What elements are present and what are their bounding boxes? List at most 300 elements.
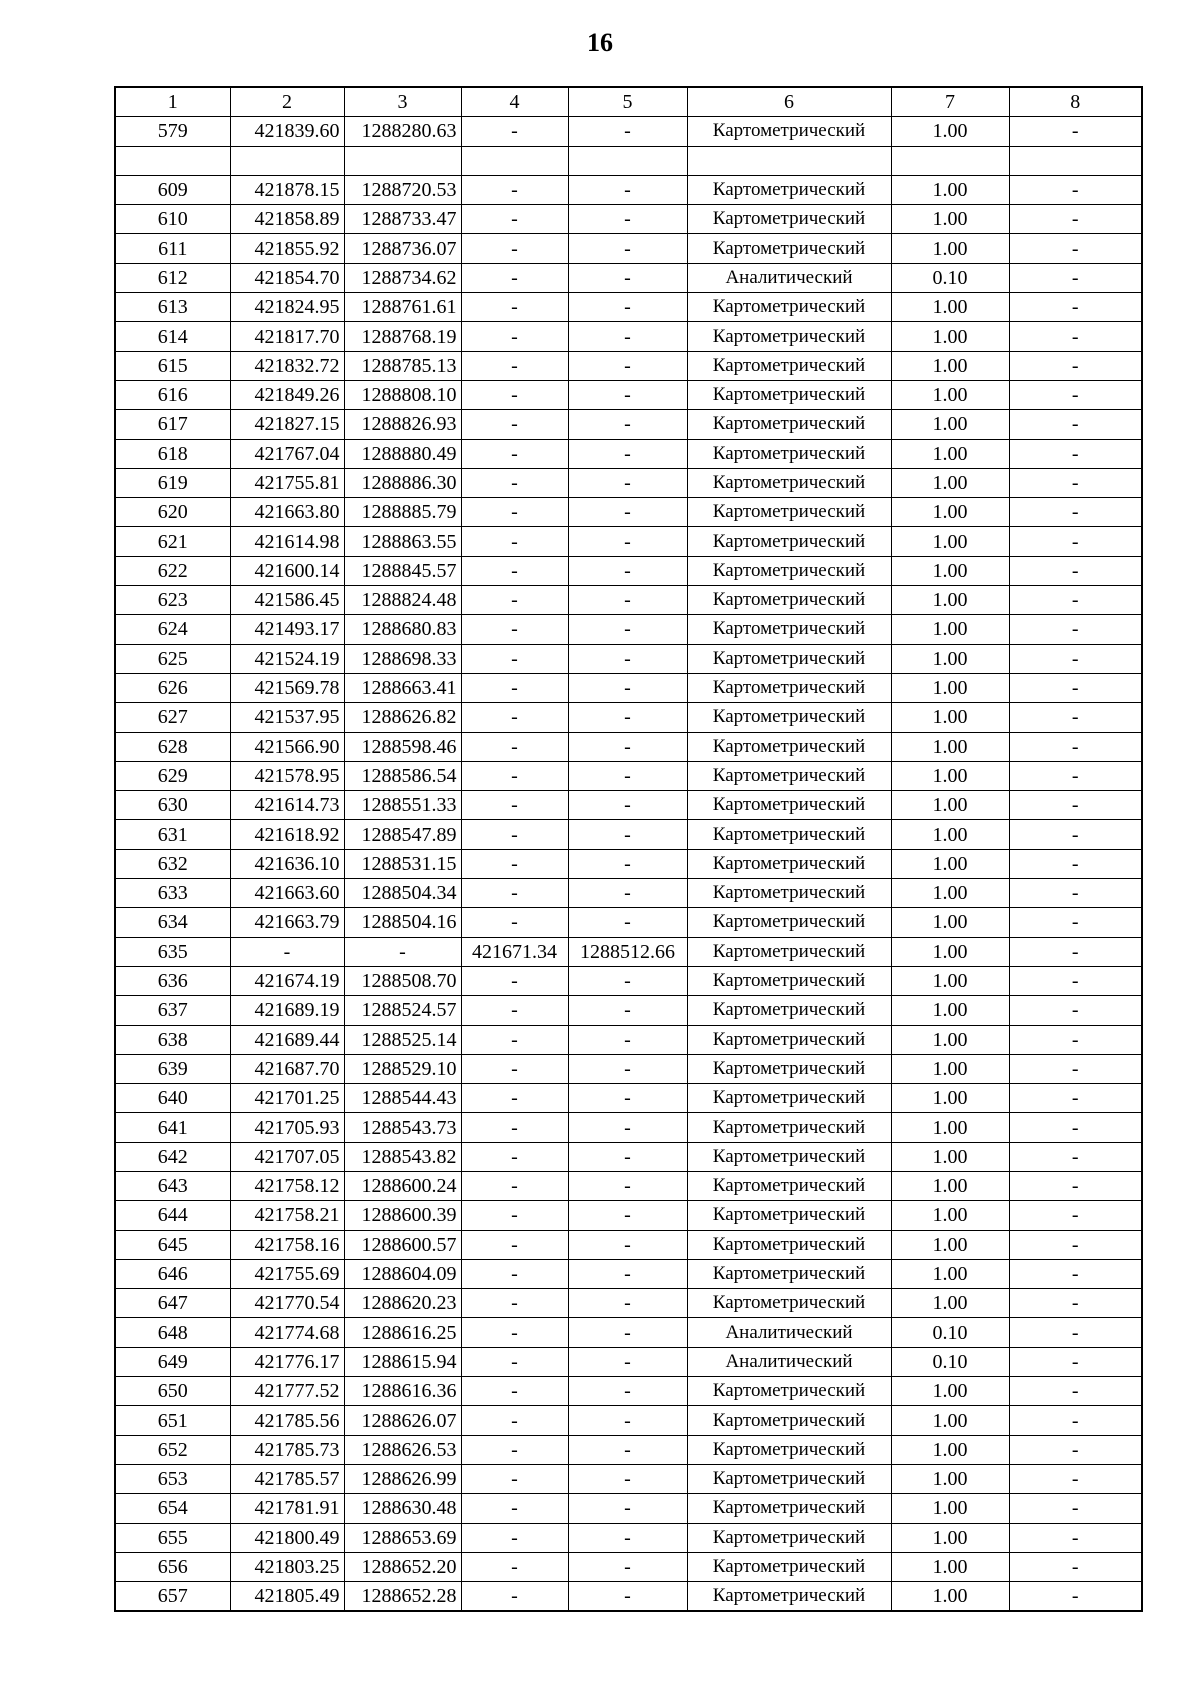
table-cell: Картометрический <box>687 996 891 1025</box>
table-cell: - <box>568 1113 687 1142</box>
table-row <box>115 146 1142 175</box>
table-cell: - <box>1009 791 1142 820</box>
table-row <box>115 1347 1142 1376</box>
table-cell: 635 <box>115 937 230 966</box>
table-cell: Картометрический <box>687 293 891 322</box>
table-cell: - <box>1009 732 1142 761</box>
table-cell: 1.00 <box>891 468 1009 497</box>
table-cell: - <box>568 205 687 234</box>
table-cell: 656 <box>115 1552 230 1581</box>
table-row <box>115 1084 1142 1113</box>
table-cell: Картометрический <box>687 586 891 615</box>
table-cell: - <box>568 996 687 1025</box>
table-cell <box>687 146 891 175</box>
table-cell: 421824.95 <box>230 293 344 322</box>
table-cell: Картометрический <box>687 966 891 995</box>
table-cell: 631 <box>115 820 230 849</box>
table-cell: 421566.90 <box>230 732 344 761</box>
table-cell: - <box>230 937 344 966</box>
table-cell: - <box>461 410 568 439</box>
table-cell: 633 <box>115 879 230 908</box>
table-cell: 421689.44 <box>230 1025 344 1054</box>
table-cell: - <box>461 293 568 322</box>
table-cell: 1288630.48 <box>344 1494 461 1523</box>
page-number: 16 <box>587 28 613 57</box>
table-cell: - <box>461 1289 568 1318</box>
table-cell: - <box>568 234 687 263</box>
table-cell: Картометрический <box>687 1582 891 1612</box>
table-cell: Картометрический <box>687 644 891 673</box>
table-cell: - <box>568 556 687 585</box>
table-cell: - <box>1009 1289 1142 1318</box>
table-row <box>115 527 1142 556</box>
table-cell: - <box>461 791 568 820</box>
table-cell: - <box>568 1259 687 1288</box>
table-cell: 1.00 <box>891 1171 1009 1200</box>
table-cell: 1.00 <box>891 615 1009 644</box>
table-cell: 654 <box>115 1494 230 1523</box>
table-cell: 1.00 <box>891 1523 1009 1552</box>
table-cell: Картометрический <box>687 410 891 439</box>
table-cell: - <box>568 1377 687 1406</box>
table-cell: 612 <box>115 263 230 292</box>
table-cell: - <box>1009 1259 1142 1288</box>
table-row <box>115 1552 1142 1581</box>
table-cell: 1288504.16 <box>344 908 461 937</box>
table-cell: 1288616.36 <box>344 1377 461 1406</box>
table-cell: Картометрический <box>687 1084 891 1113</box>
table-cell: - <box>461 615 568 644</box>
table-cell: - <box>1009 1113 1142 1142</box>
table-row <box>115 556 1142 585</box>
table-cell: 1.00 <box>891 761 1009 790</box>
table-row <box>115 1582 1142 1612</box>
table-cell: - <box>461 761 568 790</box>
table-cell: - <box>461 1142 568 1171</box>
table-row <box>115 117 1142 146</box>
table-cell: 1.00 <box>891 849 1009 878</box>
table-cell: 421493.17 <box>230 615 344 644</box>
table-cell: 421839.60 <box>230 117 344 146</box>
table-cell: 421758.16 <box>230 1230 344 1259</box>
table-cell: 1.00 <box>891 322 1009 351</box>
table-cell: 1.00 <box>891 937 1009 966</box>
table-row <box>115 761 1142 790</box>
table-cell: 1.00 <box>891 498 1009 527</box>
table-cell: 421614.73 <box>230 791 344 820</box>
table-cell: 1288598.46 <box>344 732 461 761</box>
table-row <box>115 703 1142 732</box>
table-cell: 649 <box>115 1347 230 1376</box>
table-cell: 0.10 <box>891 263 1009 292</box>
table-cell: 421785.57 <box>230 1464 344 1493</box>
table-cell: 421618.92 <box>230 820 344 849</box>
table-row <box>115 1113 1142 1142</box>
table-cell: - <box>568 439 687 468</box>
table-cell: 421614.98 <box>230 527 344 556</box>
table-cell: Картометрический <box>687 1201 891 1230</box>
table-cell: 421636.10 <box>230 849 344 878</box>
table-cell: 1288531.15 <box>344 849 461 878</box>
table-cell: Картометрический <box>687 1230 891 1259</box>
table-cell: - <box>1009 908 1142 937</box>
table-cell: 1.00 <box>891 820 1009 849</box>
table-cell: - <box>568 1230 687 1259</box>
table-cell: 1288551.33 <box>344 791 461 820</box>
table-cell: 645 <box>115 1230 230 1259</box>
table-cell: 1288543.73 <box>344 1113 461 1142</box>
table-cell: - <box>568 586 687 615</box>
table-cell: - <box>461 966 568 995</box>
table-header-row <box>115 87 1142 117</box>
table-cell: 421800.49 <box>230 1523 344 1552</box>
table-cell: 1288615.94 <box>344 1347 461 1376</box>
table-cell: 638 <box>115 1025 230 1054</box>
table-cell: 1288698.33 <box>344 644 461 673</box>
table-cell: - <box>1009 996 1142 1025</box>
table-cell: - <box>461 1230 568 1259</box>
table-cell: 421755.81 <box>230 468 344 497</box>
column-header: 7 <box>891 87 1009 117</box>
table-cell: 421785.73 <box>230 1435 344 1464</box>
table-cell: 1.00 <box>891 703 1009 732</box>
table-cell: - <box>568 791 687 820</box>
column-header: 6 <box>687 87 891 117</box>
table-cell: Картометрический <box>687 351 891 380</box>
table-cell <box>568 146 687 175</box>
table-cell: 627 <box>115 703 230 732</box>
table-cell: - <box>1009 1552 1142 1581</box>
table-cell: Картометрический <box>687 879 891 908</box>
table-cell: - <box>461 322 568 351</box>
table-cell: - <box>461 1582 568 1612</box>
table-cell: Аналитический <box>687 1347 891 1376</box>
table-cell: 1288761.61 <box>344 293 461 322</box>
table-cell: 1288529.10 <box>344 1054 461 1083</box>
table-cell: - <box>1009 1464 1142 1493</box>
table-cell: 1.00 <box>891 1259 1009 1288</box>
table-cell: - <box>1009 1025 1142 1054</box>
table-cell: 421524.19 <box>230 644 344 673</box>
table-cell: - <box>568 117 687 146</box>
table-row <box>115 175 1142 204</box>
table-row <box>115 996 1142 1025</box>
table-cell: 614 <box>115 322 230 351</box>
table-cell: - <box>1009 1230 1142 1259</box>
table-cell: - <box>1009 1523 1142 1552</box>
table-cell: 421663.79 <box>230 908 344 937</box>
table-cell: 641 <box>115 1113 230 1142</box>
table-cell: - <box>1009 1494 1142 1523</box>
table-cell: 637 <box>115 996 230 1025</box>
table-cell: - <box>1009 293 1142 322</box>
table-cell: 1.00 <box>891 644 1009 673</box>
table-cell: 421705.93 <box>230 1113 344 1142</box>
table-cell: 421600.14 <box>230 556 344 585</box>
table-cell: 613 <box>115 293 230 322</box>
table-cell: 421689.19 <box>230 996 344 1025</box>
table-cell: - <box>568 1406 687 1435</box>
table-cell: Картометрический <box>687 849 891 878</box>
table-cell: 1.00 <box>891 732 1009 761</box>
table-cell: - <box>1009 410 1142 439</box>
table-row <box>115 1025 1142 1054</box>
table-cell: 1.00 <box>891 1377 1009 1406</box>
table-cell: - <box>568 1347 687 1376</box>
table-cell: 629 <box>115 761 230 790</box>
table-row <box>115 234 1142 263</box>
table-cell: 648 <box>115 1318 230 1347</box>
table-cell: 1288586.54 <box>344 761 461 790</box>
table-cell: - <box>568 1201 687 1230</box>
table-cell: 421674.19 <box>230 966 344 995</box>
table-cell: 620 <box>115 498 230 527</box>
table-cell: 1.00 <box>891 175 1009 204</box>
table-cell: 1288504.34 <box>344 879 461 908</box>
table-cell: - <box>568 1464 687 1493</box>
table-cell: - <box>568 761 687 790</box>
table-cell: 421755.69 <box>230 1259 344 1288</box>
table-cell: - <box>1009 205 1142 234</box>
table-cell: - <box>568 1289 687 1318</box>
table-cell: 1.00 <box>891 527 1009 556</box>
table-cell: 1288616.25 <box>344 1318 461 1347</box>
table-cell: - <box>461 703 568 732</box>
table-cell: 1.00 <box>891 1494 1009 1523</box>
table-cell: Картометрический <box>687 1142 891 1171</box>
table-cell: 421785.56 <box>230 1406 344 1435</box>
table-cell <box>230 146 344 175</box>
table-cell: 642 <box>115 1142 230 1171</box>
table-cell: 1288736.07 <box>344 234 461 263</box>
table-cell: Картометрический <box>687 761 891 790</box>
table-row <box>115 1494 1142 1523</box>
table-row <box>115 322 1142 351</box>
table-row <box>115 644 1142 673</box>
table-cell: - <box>568 820 687 849</box>
table-cell: - <box>1009 1201 1142 1230</box>
table-cell: - <box>1009 1318 1142 1347</box>
table-cell: 1.00 <box>891 1435 1009 1464</box>
table-cell: - <box>461 908 568 937</box>
table-cell: - <box>461 586 568 615</box>
table-cell: 1288885.79 <box>344 498 461 527</box>
table-cell: - <box>461 1435 568 1464</box>
table-row <box>115 1289 1142 1318</box>
table-cell: 652 <box>115 1435 230 1464</box>
table-cell: Картометрический <box>687 117 891 146</box>
table-cell: - <box>1009 1084 1142 1113</box>
table-cell: Картометрический <box>687 908 891 937</box>
table-cell: 1288626.53 <box>344 1435 461 1464</box>
table-cell: - <box>461 234 568 263</box>
table-cell: 625 <box>115 644 230 673</box>
column-header: 8 <box>1009 87 1142 117</box>
table-cell: Картометрический <box>687 1435 891 1464</box>
table-cell: 624 <box>115 615 230 644</box>
table-cell: 616 <box>115 380 230 409</box>
table-cell: 1288525.14 <box>344 1025 461 1054</box>
table-cell: - <box>568 293 687 322</box>
table-cell: 622 <box>115 556 230 585</box>
table-cell: 421774.68 <box>230 1318 344 1347</box>
table-cell: 1.00 <box>891 1084 1009 1113</box>
table-cell: - <box>461 380 568 409</box>
table-row <box>115 673 1142 702</box>
table-cell: - <box>568 1171 687 1200</box>
table-cell: - <box>461 556 568 585</box>
table-cell: - <box>568 703 687 732</box>
table-cell: 421578.95 <box>230 761 344 790</box>
table-cell: Картометрический <box>687 205 891 234</box>
table-cell: - <box>1009 966 1142 995</box>
table-row <box>115 1054 1142 1083</box>
table-cell: 421707.05 <box>230 1142 344 1171</box>
table-cell: - <box>461 1113 568 1142</box>
table-cell: 1.00 <box>891 1113 1009 1142</box>
table-cell: - <box>461 1025 568 1054</box>
table-row <box>115 615 1142 644</box>
table-cell: 1288845.57 <box>344 556 461 585</box>
table-cell: - <box>461 351 568 380</box>
table-cell: 1288652.28 <box>344 1582 461 1612</box>
table-cell: Картометрический <box>687 1259 891 1288</box>
table-cell: - <box>461 498 568 527</box>
table-cell: - <box>1009 849 1142 878</box>
table-cell: - <box>461 263 568 292</box>
table-cell: - <box>568 1084 687 1113</box>
column-header: 3 <box>344 87 461 117</box>
table-cell: 1.00 <box>891 410 1009 439</box>
table-cell: 421758.21 <box>230 1201 344 1230</box>
table-row <box>115 293 1142 322</box>
table-cell: - <box>461 1259 568 1288</box>
table-cell: 1288734.62 <box>344 263 461 292</box>
table-row <box>115 498 1142 527</box>
table-cell: - <box>568 263 687 292</box>
table-cell: - <box>568 527 687 556</box>
table-cell: 1288880.49 <box>344 439 461 468</box>
table-cell: 421770.54 <box>230 1289 344 1318</box>
table-cell: Картометрический <box>687 820 891 849</box>
table-cell: 1.00 <box>891 1230 1009 1259</box>
table-cell: - <box>1009 761 1142 790</box>
table-cell: - <box>1009 703 1142 732</box>
table-cell: - <box>1009 380 1142 409</box>
table-cell: Картометрический <box>687 615 891 644</box>
table-cell: - <box>568 1552 687 1581</box>
table-cell <box>891 146 1009 175</box>
table-cell: - <box>568 1054 687 1083</box>
table-cell: 1.00 <box>891 351 1009 380</box>
table-cell: Картометрический <box>687 175 891 204</box>
table-row <box>115 468 1142 497</box>
table-cell: - <box>461 1494 568 1523</box>
table-cell: - <box>1009 1347 1142 1376</box>
table-cell: 615 <box>115 351 230 380</box>
table-row <box>115 1230 1142 1259</box>
table-cell: - <box>1009 263 1142 292</box>
table-row <box>115 439 1142 468</box>
table-cell: 1.00 <box>891 117 1009 146</box>
table-cell: 421849.26 <box>230 380 344 409</box>
table-cell: 1288808.10 <box>344 380 461 409</box>
table-cell: - <box>568 644 687 673</box>
table-cell: Картометрический <box>687 1464 891 1493</box>
table-cell: 644 <box>115 1201 230 1230</box>
table-row <box>115 1523 1142 1552</box>
table-cell: 1.00 <box>891 293 1009 322</box>
table-cell: - <box>1009 879 1142 908</box>
table-cell: Картометрический <box>687 1406 891 1435</box>
table-cell: 0.10 <box>891 1318 1009 1347</box>
table-cell: - <box>1009 351 1142 380</box>
column-header: 1 <box>115 87 230 117</box>
table-cell: 421781.91 <box>230 1494 344 1523</box>
table-cell: - <box>1009 586 1142 615</box>
table-cell: 1.00 <box>891 1054 1009 1083</box>
table-cell: 1288826.93 <box>344 410 461 439</box>
table-cell: - <box>568 1318 687 1347</box>
table-cell: 1288863.55 <box>344 527 461 556</box>
table-cell: Картометрический <box>687 1113 891 1142</box>
table-cell: 1.00 <box>891 996 1009 1025</box>
table-cell: - <box>568 908 687 937</box>
table-cell: 1288768.19 <box>344 322 461 351</box>
table-cell <box>1009 146 1142 175</box>
table-cell: 634 <box>115 908 230 937</box>
table-cell: 1288626.07 <box>344 1406 461 1435</box>
table-cell: 421858.89 <box>230 205 344 234</box>
table-cell: 1.00 <box>891 380 1009 409</box>
table-cell: 1288663.41 <box>344 673 461 702</box>
table-cell: 611 <box>115 234 230 263</box>
table-cell <box>461 146 568 175</box>
table-row <box>115 351 1142 380</box>
table-cell: 421805.49 <box>230 1582 344 1612</box>
table-cell: 1288653.69 <box>344 1523 461 1552</box>
table-cell: - <box>1009 1171 1142 1200</box>
table-cell: - <box>1009 820 1142 849</box>
table-cell: 1.00 <box>891 1582 1009 1612</box>
table-cell: 650 <box>115 1377 230 1406</box>
table-cell: 653 <box>115 1464 230 1493</box>
table-cell: 1288600.57 <box>344 1230 461 1259</box>
table-cell: - <box>1009 175 1142 204</box>
table-cell: 657 <box>115 1582 230 1612</box>
table-cell: 647 <box>115 1289 230 1318</box>
table-cell: 1288512.66 <box>568 937 687 966</box>
table-cell: Картометрический <box>687 439 891 468</box>
table-cell: Картометрический <box>687 791 891 820</box>
table-cell: Картометрический <box>687 703 891 732</box>
table-cell: 1.00 <box>891 1289 1009 1318</box>
table-cell: 1.00 <box>891 1406 1009 1435</box>
table-cell: 421832.72 <box>230 351 344 380</box>
table-cell: - <box>568 1025 687 1054</box>
table-cell <box>344 146 461 175</box>
table-cell: 1.00 <box>891 1025 1009 1054</box>
table-cell: Картометрический <box>687 937 891 966</box>
table-cell: - <box>1009 673 1142 702</box>
table-cell: 609 <box>115 175 230 204</box>
table-cell: - <box>461 1201 568 1230</box>
table-cell: - <box>461 1171 568 1200</box>
table-cell <box>115 146 230 175</box>
table-cell: - <box>568 1494 687 1523</box>
table-cell: Картометрический <box>687 322 891 351</box>
table-cell: Картометрический <box>687 1289 891 1318</box>
